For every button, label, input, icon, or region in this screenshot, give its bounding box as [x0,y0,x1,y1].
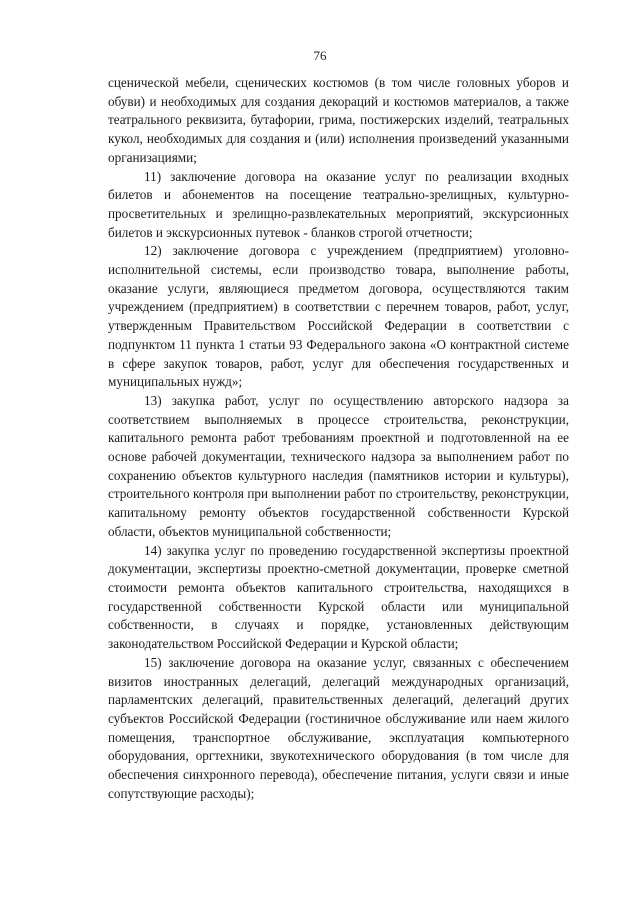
paragraph-item-12: 12) заключение договора с учреждением (предприятием) уголовно-исполнительной системы, если производство товара, выполнение работы, оказание услуги, являющиеся предметом договора, осуществляются таким учреждением (предприятием) в соответствии с перечнем товаров, работ, услуг, утвержденным Правительством Российской Федерации в соответствии с подпунктом 11 пункта 1 статьи 93 Федерального закона «О контрактной системе в сфере закупок товаров, работ, услуг для обеспечения государственных и муниципальных нужд»; [108,243,569,390]
paragraph-item-11: 11) заключение договора на оказание услуг по реализации входных билетов и абонементов на посещение театрально-зрелищных, культурно-просветительных и зрелищно-развлекательных мероприятий, экскурсионных билетов и экскурсионных путевок - бланков строгой отчетности; [108,168,569,240]
paragraph-item-15: 15) заключение договора на оказание услуг, связанных с обеспечением визитов иностранных делегаций, делегаций международных организаций, парламентских делегаций, правительственных делегаций, делегаций других субъектов Российской Федерации (гостиничное обслуживание или наем жилого помещения, транспортное обслуживание, эксплуатация компьютерного оборудования, оргтехники, звукотехнического оборудования (в том числе для обеспечения синхронного перевода), обеспечение питания, услуги связи и иные сопутствующие расходы); [108,654,569,801]
paragraph-item-13: 13) закупка работ, услуг по осуществлению авторского надзора за соответствием выполняемых в процессе строительства, реконструкции, капитального ремонта работ требованиям проектной и подготовленной на ее основе рабочей документации, технического надзора за выполнением работ по сохранению объектов культурного наследия (памятников истории и культуры), строительного контроля при выполнении работ по строительству, реконструкции, капитальному ремонту объектов государственной собственности Курской области, объектов муниципальной собственности; [108,392,569,539]
paragraph-continuation: сценической мебели, сценических костюмов (в том числе головных уборов и обуви) и необходимых для создания декораций и костюмов материалов, а также театрального реквизита, бутафории, грима, постижерских изделий, театральных кукол, необходимых для создания и (или) исполнения произведений указанными организациями; [108,75,569,165]
paragraph-item-14: 14) закупка услуг по проведению государственной экспертизы проектной документации, экспертизы проектно-сметной документации, проверке сметной стоимости ремонта объектов капитального строительства, находящихся в государственной собственности Курской области или муниципальной собственности, в случаях и порядке, установленных действующим законодательством Российской Федерации и Курской области; [108,542,569,652]
page-number: 76 [313,48,327,63]
document-body [108,74,569,803]
